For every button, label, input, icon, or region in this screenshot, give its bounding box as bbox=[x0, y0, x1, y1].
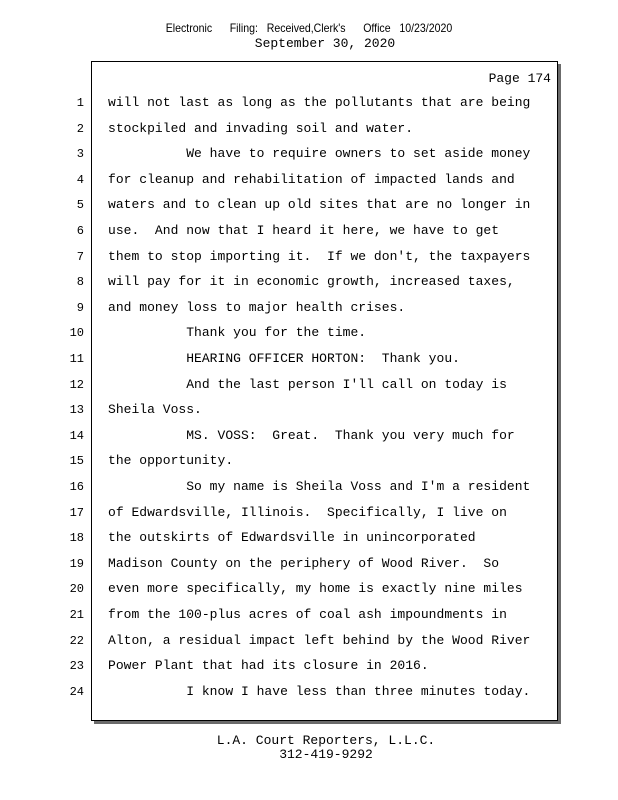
transcript-line: Madison County on the periphery of Wood River. So bbox=[108, 556, 500, 571]
transcript-line: use. And now that I heard it here, we have to get bbox=[108, 223, 500, 238]
line-number: 17 bbox=[69, 506, 84, 520]
transcript-line: Thank you for the time. bbox=[108, 325, 367, 340]
line-number: 10 bbox=[69, 326, 84, 340]
transcript-line: I know I have less than three minutes today. bbox=[108, 684, 531, 699]
transcript-line: MS. VOSS: Great. Thank you very much for bbox=[108, 428, 515, 443]
footer-company: L.A. Court Reporters, L.L.C. bbox=[216, 733, 436, 748]
line-number: 20 bbox=[69, 582, 84, 596]
line-number: 24 bbox=[69, 685, 84, 699]
page-number: Page 174 bbox=[488, 71, 551, 86]
line-number: 22 bbox=[69, 634, 84, 648]
transcript-line: the outskirts of Edwardsville in unincorporated bbox=[108, 530, 476, 545]
line-number: 16 bbox=[69, 480, 84, 494]
transcript-line: Alton, a residual impact left behind by the Wood River bbox=[108, 633, 531, 648]
transcript-line: will not last as long as the pollutants that are being bbox=[108, 95, 531, 110]
transcript-line: HEARING OFFICER HORTON: Thank you. bbox=[108, 351, 460, 366]
line-number: 23 bbox=[69, 659, 84, 673]
transcript-line: waters and to clean up old sites that are no longer in bbox=[108, 197, 531, 212]
transcript-line: And the last person I'll call on today is bbox=[108, 377, 507, 392]
footer-phone: 312-419-9292 bbox=[279, 747, 373, 762]
transcript-line: So my name is Sheila Voss and I'm a resident bbox=[108, 479, 531, 494]
transcript-line: from the 100-plus acres of coal ash impoundments in bbox=[108, 607, 507, 622]
line-number: 6 bbox=[76, 224, 84, 238]
line-number: 11 bbox=[69, 352, 84, 366]
line-number: 14 bbox=[69, 429, 84, 443]
hearing-date: September 30, 2020 bbox=[254, 36, 396, 51]
transcript-line: the opportunity. bbox=[108, 453, 234, 468]
line-number: 5 bbox=[76, 198, 84, 212]
line-number: 3 bbox=[76, 147, 84, 161]
line-number: 7 bbox=[76, 250, 84, 264]
line-number: 21 bbox=[69, 608, 84, 622]
line-number: 19 bbox=[69, 557, 84, 571]
transcript-line: for cleanup and rehabilitation of impacted lands and bbox=[108, 172, 515, 187]
line-number: 8 bbox=[76, 275, 84, 289]
transcript-line: of Edwardsville, Illinois. Specifically, I live on bbox=[108, 505, 507, 520]
transcript-line: even more specifically, my home is exactly nine miles bbox=[108, 581, 523, 596]
transcript-line: and money loss to major health crises. bbox=[108, 300, 406, 315]
line-number: 9 bbox=[76, 301, 84, 315]
transcript-line: Power Plant that had its closure in 2016. bbox=[108, 658, 429, 673]
transcript-line: Sheila Voss. bbox=[108, 402, 202, 417]
line-number: 1 bbox=[76, 96, 84, 110]
line-number: 15 bbox=[69, 454, 84, 468]
line-number: 4 bbox=[76, 173, 84, 187]
transcript-line: stockpiled and invading soil and water. bbox=[108, 121, 414, 136]
transcript-line: We have to require owners to set aside money bbox=[108, 146, 531, 161]
line-number: 12 bbox=[69, 378, 84, 392]
line-number: 2 bbox=[76, 122, 84, 136]
transcript-line: will pay for it in economic growth, increased taxes, bbox=[108, 274, 515, 289]
line-number: 13 bbox=[69, 403, 84, 417]
line-number: 18 bbox=[69, 531, 84, 545]
filing-stamp: Electronic Filing: Received,Clerk's Office 10/23/2020 bbox=[165, 21, 453, 35]
transcript-line: them to stop importing it. If we don't, the taxpayers bbox=[108, 249, 531, 264]
